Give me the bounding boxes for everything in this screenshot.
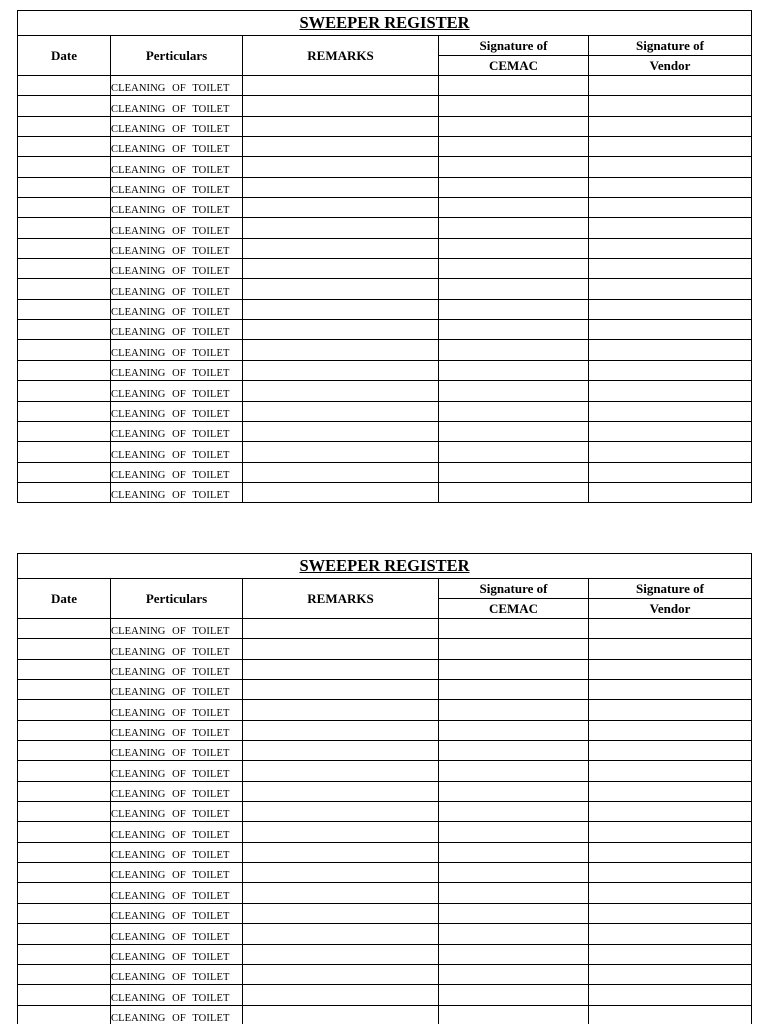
- date-cell[interactable]: [18, 198, 111, 218]
- header-signature-cemac-line1: Signature of: [439, 579, 589, 599]
- vendor-signature-cell[interactable]: [589, 340, 752, 360]
- table-row: [18, 238, 752, 258]
- cemac-signature-cell[interactable]: [439, 279, 589, 299]
- date-cell[interactable]: [18, 944, 111, 964]
- cemac-signature-cell[interactable]: [439, 177, 589, 197]
- particulars-cell: CLEANING OF TOILET: [111, 659, 243, 679]
- vendor-signature-cell[interactable]: [589, 76, 752, 96]
- date-cell[interactable]: [18, 442, 111, 462]
- cemac-signature-cell[interactable]: [439, 1005, 589, 1024]
- remarks-cell[interactable]: [243, 639, 439, 659]
- cemac-signature-cell[interactable]: [439, 218, 589, 238]
- remarks-cell[interactable]: [243, 177, 439, 197]
- vendor-signature-cell[interactable]: [589, 96, 752, 116]
- date-cell[interactable]: [18, 781, 111, 801]
- cemac-signature-cell[interactable]: [439, 198, 589, 218]
- table-row: [18, 639, 752, 659]
- remarks-cell[interactable]: [243, 381, 439, 401]
- particulars-cell: CLEANING OF TOILET: [111, 320, 243, 340]
- register-body: [18, 554, 752, 1024]
- particulars-cell: CLEANING OF TOILET: [111, 96, 243, 116]
- particulars-cell: CLEANING OF TOILET: [111, 842, 243, 862]
- vendor-signature-cell[interactable]: [589, 137, 752, 157]
- table-row: [18, 279, 752, 299]
- particulars-cell: CLEANING OF TOILET: [111, 340, 243, 360]
- date-cell[interactable]: [18, 218, 111, 238]
- header-particulars: Perticulars: [111, 579, 243, 619]
- table-row: [18, 116, 752, 136]
- cemac-signature-cell[interactable]: [439, 421, 589, 441]
- remarks-cell[interactable]: [243, 442, 439, 462]
- remarks-cell[interactable]: [243, 259, 439, 279]
- vendor-signature-cell[interactable]: [589, 381, 752, 401]
- table-row: [18, 198, 752, 218]
- particulars-cell: CLEANING OF TOILET: [111, 964, 243, 984]
- particulars-cell: CLEANING OF TOILET: [111, 421, 243, 441]
- remarks-cell[interactable]: [243, 76, 439, 96]
- table-row: [18, 741, 752, 761]
- vendor-signature-cell[interactable]: [589, 116, 752, 136]
- table-row: [18, 761, 752, 781]
- cemac-signature-cell[interactable]: [439, 360, 589, 380]
- vendor-signature-cell[interactable]: [589, 619, 752, 639]
- cemac-signature-cell[interactable]: [439, 924, 589, 944]
- sweeper-register-table: [17, 10, 752, 503]
- table-row: [18, 1005, 752, 1024]
- date-cell[interactable]: [18, 340, 111, 360]
- cemac-signature-cell[interactable]: [439, 482, 589, 502]
- header-signature-vendor-line2: Vendor: [589, 599, 752, 619]
- table-row: [18, 299, 752, 319]
- table-row: [18, 903, 752, 923]
- vendor-signature-cell[interactable]: [589, 863, 752, 883]
- date-cell[interactable]: [18, 462, 111, 482]
- particulars-cell: CLEANING OF TOILET: [111, 360, 243, 380]
- date-cell[interactable]: [18, 924, 111, 944]
- remarks-cell[interactable]: [243, 781, 439, 801]
- header-particulars: Perticulars: [111, 36, 243, 76]
- date-cell[interactable]: [18, 883, 111, 903]
- particulars-cell: CLEANING OF TOILET: [111, 903, 243, 923]
- table-row: [18, 863, 752, 883]
- table-row: [18, 320, 752, 340]
- vendor-signature-cell[interactable]: [589, 157, 752, 177]
- table-row: [18, 360, 752, 380]
- cemac-signature-cell[interactable]: [439, 96, 589, 116]
- remarks-cell[interactable]: [243, 863, 439, 883]
- vendor-signature-cell[interactable]: [589, 883, 752, 903]
- remarks-cell[interactable]: [243, 116, 439, 136]
- date-cell[interactable]: [18, 76, 111, 96]
- vendor-signature-cell[interactable]: [589, 442, 752, 462]
- cemac-signature-cell[interactable]: [439, 680, 589, 700]
- date-cell[interactable]: [18, 1005, 111, 1024]
- date-cell[interactable]: [18, 421, 111, 441]
- table-row: [18, 822, 752, 842]
- particulars-cell: CLEANING OF TOILET: [111, 157, 243, 177]
- cemac-signature-cell[interactable]: [439, 964, 589, 984]
- particulars-cell: CLEANING OF TOILET: [111, 218, 243, 238]
- vendor-signature-cell[interactable]: [589, 421, 752, 441]
- cemac-signature-cell[interactable]: [439, 741, 589, 761]
- remarks-cell[interactable]: [243, 421, 439, 441]
- date-cell[interactable]: [18, 259, 111, 279]
- header-date: Date: [18, 579, 111, 619]
- date-cell[interactable]: [18, 238, 111, 258]
- date-cell[interactable]: [18, 822, 111, 842]
- vendor-signature-cell[interactable]: [589, 401, 752, 421]
- particulars-cell: CLEANING OF TOILET: [111, 720, 243, 740]
- remarks-cell[interactable]: [243, 238, 439, 258]
- cemac-signature-cell[interactable]: [439, 822, 589, 842]
- vendor-signature-cell[interactable]: [589, 177, 752, 197]
- date-cell[interactable]: [18, 659, 111, 679]
- table-row: [18, 340, 752, 360]
- remarks-cell[interactable]: [243, 924, 439, 944]
- vendor-signature-cell[interactable]: [589, 279, 752, 299]
- vendor-signature-cell[interactable]: [589, 218, 752, 238]
- date-cell[interactable]: [18, 177, 111, 197]
- cemac-signature-cell[interactable]: [439, 781, 589, 801]
- particulars-cell: CLEANING OF TOILET: [111, 116, 243, 136]
- table-row: [18, 842, 752, 862]
- table-row: [18, 462, 752, 482]
- table-row: [18, 659, 752, 679]
- sweeper-register-table: [17, 553, 752, 1024]
- cemac-signature-cell[interactable]: [439, 259, 589, 279]
- particulars-cell: CLEANING OF TOILET: [111, 639, 243, 659]
- date-cell[interactable]: [18, 842, 111, 862]
- header-date: Date: [18, 36, 111, 76]
- table-row: [18, 259, 752, 279]
- particulars-cell: CLEANING OF TOILET: [111, 700, 243, 720]
- cemac-signature-cell[interactable]: [439, 944, 589, 964]
- particulars-cell: CLEANING OF TOILET: [111, 619, 243, 639]
- remarks-cell[interactable]: [243, 802, 439, 822]
- remarks-cell[interactable]: [243, 619, 439, 639]
- table-row: [18, 442, 752, 462]
- particulars-cell: CLEANING OF TOILET: [111, 985, 243, 1005]
- date-cell[interactable]: [18, 482, 111, 502]
- cemac-signature-cell[interactable]: [439, 863, 589, 883]
- vendor-signature-cell[interactable]: [589, 741, 752, 761]
- cemac-signature-cell[interactable]: [439, 299, 589, 319]
- remarks-cell[interactable]: [243, 822, 439, 842]
- particulars-cell: CLEANING OF TOILET: [111, 822, 243, 842]
- header-signature-cemac-line2: CEMAC: [439, 56, 589, 76]
- remarks-cell[interactable]: [243, 883, 439, 903]
- table-row: [18, 924, 752, 944]
- table-row: [18, 964, 752, 984]
- cemac-signature-cell[interactable]: [439, 985, 589, 1005]
- particulars-cell: CLEANING OF TOILET: [111, 482, 243, 502]
- date-cell[interactable]: [18, 96, 111, 116]
- particulars-cell: CLEANING OF TOILET: [111, 863, 243, 883]
- date-cell[interactable]: [18, 299, 111, 319]
- table-row: [18, 381, 752, 401]
- header-signature-cemac-line1: Signature of: [439, 36, 589, 56]
- vendor-signature-cell[interactable]: [589, 259, 752, 279]
- cemac-signature-cell[interactable]: [439, 700, 589, 720]
- date-cell[interactable]: [18, 985, 111, 1005]
- table-row: [18, 218, 752, 238]
- particulars-cell: CLEANING OF TOILET: [111, 680, 243, 700]
- cemac-signature-cell[interactable]: [439, 340, 589, 360]
- table-row: [18, 883, 752, 903]
- header-signature-cemac-line2: CEMAC: [439, 599, 589, 619]
- particulars-cell: CLEANING OF TOILET: [111, 781, 243, 801]
- date-cell[interactable]: [18, 360, 111, 380]
- particulars-cell: CLEANING OF TOILET: [111, 299, 243, 319]
- date-cell[interactable]: [18, 761, 111, 781]
- table-row: [18, 177, 752, 197]
- vendor-signature-cell[interactable]: [589, 700, 752, 720]
- cemac-signature-cell[interactable]: [439, 883, 589, 903]
- date-cell[interactable]: [18, 903, 111, 923]
- table-row: [18, 619, 752, 639]
- cemac-signature-cell[interactable]: [439, 639, 589, 659]
- remarks-cell[interactable]: [243, 761, 439, 781]
- remarks-cell[interactable]: [243, 137, 439, 157]
- vendor-signature-cell[interactable]: [589, 802, 752, 822]
- date-cell[interactable]: [18, 700, 111, 720]
- cemac-signature-cell[interactable]: [439, 116, 589, 136]
- vendor-signature-cell[interactable]: [589, 462, 752, 482]
- vendor-signature-cell[interactable]: [589, 238, 752, 258]
- particulars-cell: CLEANING OF TOILET: [111, 883, 243, 903]
- cemac-signature-cell[interactable]: [439, 761, 589, 781]
- table-row: [18, 421, 752, 441]
- cemac-signature-cell[interactable]: [439, 619, 589, 639]
- cemac-signature-cell[interactable]: [439, 320, 589, 340]
- date-cell[interactable]: [18, 863, 111, 883]
- table-row: [18, 680, 752, 700]
- vendor-signature-cell[interactable]: [589, 822, 752, 842]
- table-row: [18, 76, 752, 96]
- date-cell[interactable]: [18, 720, 111, 740]
- remarks-cell[interactable]: [243, 1005, 439, 1024]
- register-body: [18, 11, 752, 503]
- remarks-cell[interactable]: [243, 198, 439, 218]
- date-cell[interactable]: [18, 137, 111, 157]
- vendor-signature-cell[interactable]: [589, 924, 752, 944]
- date-cell[interactable]: [18, 741, 111, 761]
- particulars-cell: CLEANING OF TOILET: [111, 198, 243, 218]
- date-cell[interactable]: [18, 157, 111, 177]
- particulars-cell: CLEANING OF TOILET: [111, 177, 243, 197]
- particulars-cell: CLEANING OF TOILET: [111, 381, 243, 401]
- vendor-signature-cell[interactable]: [589, 944, 752, 964]
- vendor-signature-cell[interactable]: [589, 985, 752, 1005]
- date-cell[interactable]: [18, 381, 111, 401]
- remarks-cell[interactable]: [243, 720, 439, 740]
- particulars-cell: CLEANING OF TOILET: [111, 741, 243, 761]
- particulars-cell: CLEANING OF TOILET: [111, 259, 243, 279]
- remarks-cell[interactable]: [243, 482, 439, 502]
- remarks-cell[interactable]: [243, 320, 439, 340]
- remarks-cell[interactable]: [243, 842, 439, 862]
- remarks-cell[interactable]: [243, 700, 439, 720]
- register-title: SWEEPER REGISTER: [18, 11, 752, 36]
- particulars-cell: CLEANING OF TOILET: [111, 279, 243, 299]
- particulars-cell: CLEANING OF TOILET: [111, 76, 243, 96]
- table-row: [18, 482, 752, 502]
- date-cell[interactable]: [18, 639, 111, 659]
- particulars-cell: CLEANING OF TOILET: [111, 761, 243, 781]
- vendor-signature-cell[interactable]: [589, 1005, 752, 1024]
- vendor-signature-cell[interactable]: [589, 761, 752, 781]
- date-cell[interactable]: [18, 619, 111, 639]
- table-row: [18, 137, 752, 157]
- cemac-signature-cell[interactable]: [439, 659, 589, 679]
- remarks-cell[interactable]: [243, 299, 439, 319]
- cemac-signature-cell[interactable]: [439, 720, 589, 740]
- table-row: [18, 720, 752, 740]
- table-row: [18, 802, 752, 822]
- table-row: [18, 401, 752, 421]
- header-signature-vendor-line1: Signature of: [589, 579, 752, 599]
- cemac-signature-cell[interactable]: [439, 462, 589, 482]
- remarks-cell[interactable]: [243, 903, 439, 923]
- date-cell[interactable]: [18, 401, 111, 421]
- table-row: [18, 96, 752, 116]
- cemac-signature-cell[interactable]: [439, 802, 589, 822]
- particulars-cell: CLEANING OF TOILET: [111, 462, 243, 482]
- vendor-signature-cell[interactable]: [589, 482, 752, 502]
- vendor-signature-cell[interactable]: [589, 639, 752, 659]
- vendor-signature-cell[interactable]: [589, 299, 752, 319]
- vendor-signature-cell[interactable]: [589, 903, 752, 923]
- remarks-cell[interactable]: [243, 218, 439, 238]
- cemac-signature-cell[interactable]: [439, 842, 589, 862]
- remarks-cell[interactable]: [243, 944, 439, 964]
- particulars-cell: CLEANING OF TOILET: [111, 401, 243, 421]
- remarks-cell[interactable]: [243, 96, 439, 116]
- date-cell[interactable]: [18, 116, 111, 136]
- header-signature-vendor-line1: Signature of: [589, 36, 752, 56]
- remarks-cell[interactable]: [243, 157, 439, 177]
- vendor-signature-cell[interactable]: [589, 659, 752, 679]
- vendor-signature-cell[interactable]: [589, 964, 752, 984]
- header-remarks: REMARKS: [243, 36, 439, 76]
- remarks-cell[interactable]: [243, 340, 439, 360]
- date-cell[interactable]: [18, 320, 111, 340]
- table-row: [18, 944, 752, 964]
- vendor-signature-cell[interactable]: [589, 320, 752, 340]
- vendor-signature-cell[interactable]: [589, 680, 752, 700]
- header-signature-vendor-line2: Vendor: [589, 56, 752, 76]
- table-row: [18, 985, 752, 1005]
- date-cell[interactable]: [18, 802, 111, 822]
- particulars-cell: CLEANING OF TOILET: [111, 137, 243, 157]
- cemac-signature-cell[interactable]: [439, 381, 589, 401]
- header-remarks: REMARKS: [243, 579, 439, 619]
- remarks-cell[interactable]: [243, 985, 439, 1005]
- cemac-signature-cell[interactable]: [439, 903, 589, 923]
- particulars-cell: CLEANING OF TOILET: [111, 944, 243, 964]
- remarks-cell[interactable]: [243, 659, 439, 679]
- cemac-signature-cell[interactable]: [439, 137, 589, 157]
- vendor-signature-cell[interactable]: [589, 842, 752, 862]
- particulars-cell: CLEANING OF TOILET: [111, 802, 243, 822]
- table-row: [18, 700, 752, 720]
- date-cell[interactable]: [18, 279, 111, 299]
- vendor-signature-cell[interactable]: [589, 781, 752, 801]
- register-title: SWEEPER REGISTER: [18, 554, 752, 579]
- vendor-signature-cell[interactable]: [589, 720, 752, 740]
- cemac-signature-cell[interactable]: [439, 442, 589, 462]
- remarks-cell[interactable]: [243, 360, 439, 380]
- particulars-cell: CLEANING OF TOILET: [111, 1005, 243, 1024]
- remarks-cell[interactable]: [243, 279, 439, 299]
- particulars-cell: CLEANING OF TOILET: [111, 238, 243, 258]
- vendor-signature-cell[interactable]: [589, 198, 752, 218]
- particulars-cell: CLEANING OF TOILET: [111, 924, 243, 944]
- cemac-signature-cell[interactable]: [439, 401, 589, 421]
- cemac-signature-cell[interactable]: [439, 238, 589, 258]
- table-row: [18, 157, 752, 177]
- date-cell[interactable]: [18, 680, 111, 700]
- date-cell[interactable]: [18, 964, 111, 984]
- remarks-cell[interactable]: [243, 401, 439, 421]
- remarks-cell[interactable]: [243, 964, 439, 984]
- particulars-cell: CLEANING OF TOILET: [111, 442, 243, 462]
- remarks-cell[interactable]: [243, 680, 439, 700]
- table-row: [18, 781, 752, 801]
- cemac-signature-cell[interactable]: [439, 157, 589, 177]
- remarks-cell[interactable]: [243, 462, 439, 482]
- cemac-signature-cell[interactable]: [439, 76, 589, 96]
- remarks-cell[interactable]: [243, 741, 439, 761]
- vendor-signature-cell[interactable]: [589, 360, 752, 380]
